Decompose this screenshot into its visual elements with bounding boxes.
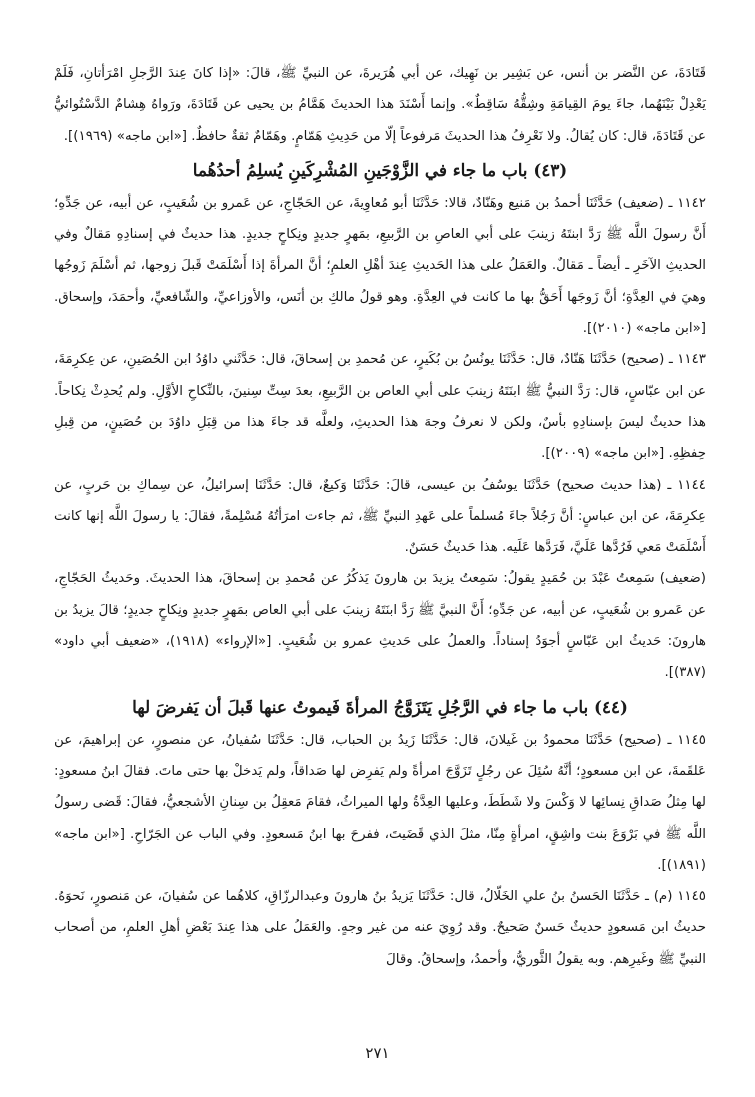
paragraph-hammam-hadith: قَتَادَةَ، عن النَّضر بن أنس، عن بَشِير بن نَهِيك، عن أبي هُرَيرةَ، عن النبيِّ ﷺ، قالَ: «إذا كانَ عِندَ الرَّجلِ امْرَأتانِ، فَلَمْ يَعْدِلْ بَيْنَهُما، جاءَ يومَ القِيامَةِ وشِقُّهُ سَاقِطٌ». وإنما أَسْنَدَ هذا الحديثَ هَمَّامُ بن يحيى عن قَتَادَةَ، ورَواهُ هِشامٌ الدَّسْتُوائيُّ عن قَتَادَةَ، قال: كان يُقالُ. ولا نَعْرِفُ هذا الحديثَ مَرفوعاً إلّا من حَدِيثِ هَمّامٍ. وهَمّامٌ ثقةٌ حافظٌ. [«ابن ماجه» (١٩٦٩)]. [54,66,706,144]
hadith-1143: ١١٤٣ ـ (صحيح) حَدَّثَنَا هَنّادٌ، قال: حَدَّثَنَا يونُسُ بن بُكَيرٍ، عن مُحمدِ بن إسحاقَ، قال: حَدَّثَني داوُدُ ابن الحُصَينِ، عن عِكرِمَةَ، عن ابن عبّاسٍ، قال: رَدَّ النبيُّ ﷺ ابنَتَهُ زينبَ على أبي العاص بن الرَّبيعِ، بعدَ سِتِّ سِنينَ، بالنِّكاحِ الأوَّلِ. ولم يُحدِثْ نِكاحاً. هذا حديثٌ ليسَ بإسنادِهِ بأسٌ، ولكن لا نعرفُ وجهَ هذا الحديثِ، ولعلَّه قد جاءَ هذا من قِبَلِ داوُدَ بن حُصَينٍ، من قِبلِ حِفظِهِ. [«ابن ماجه» (٢٠٠٩)]. [54,352,706,462]
hadith-1144-commentary: (ضعيف) سَمِعتُ عَبْدَ بن حُمَيدٍ يقولُ: سَمِعتُ يزيدَ بن هارونَ يَذكُرُ عن مُحمدِ بن إسحاقَ، هذا الحديثَ. وحَديثُ الحَجّاجِ، عن عَمرو بن شُعَيبٍ، عن أبيه، عن جَدِّهِ؛ أَنَّ النبيَّ ﷺ رَدَّ ابنَتَهُ زينبَ على أبي العاص بمَهرٍ جديدٍ ونِكاحٍ جديدٍ؛ قالَ يزيدُ بن هارونَ: حَديثُ ابن عَبّاسٍ أجوَدُ إسناداً. والعملُ على حَديثِ عمرو بن شُعَيبٍ. [«الإرواء» (١٩١٨)، «ضعيف أبي داود» (٣٨٧)]. [54,571,706,681]
page-body [54,58,706,975]
hadith-1142: ١١٤٢ ـ (ضعيف) حَدَّثَنَا أحمدُ بن مَنيع وهَنّادٌ، قالا: حَدَّثَنَا أبو مُعاوِيةَ، عن الحَجّاجِ، عن عَمرو بن شُعَيبٍ، عن أبيه، عن جَدِّهِ؛ أَنَّ رسولَ اللَّه ﷺ رَدَّ ابنتَهُ زينبَ على أبي العاصِ بن الرَّبيعِ، بمَهرٍ جديدٍ ونِكاحٍ جديدٍ. هذا حديثٌ في إسنادِهِ مَقالٌ وفي الحديثِ الآخَرِ ـ أيضاً ـ مَقالٌ. والعَمَلُ على هذا الحَديثِ عِندَ أهْلِ العلمِ؛ أنَّ المرأةَ إذا أَسْلَمَتْ قَبلَ زوجها، ثم أسْلَمَ زَوجُها وهيَ في العِدَّةِ؛ أنَّ زَوجَها أَحَقُّ بها ما كانت في العِدَّةِ. وهو قولُ مالكِ بن أنَس، والأوزاعيِّ، والشّافعيِّ، وأحمَدَ، وإسحاق. [«ابن ماجه» (٢٠١٠)]. [54,195,706,337]
hadith-1144: ١١٤٤ ـ (هذا حديث صحيح) حَدَّثَنَا يوسُفُ بن عيسى، قالَ: حَدَّثَنَا وَكيعٌ، قال: حَدَّثَنَا إسرائيلُ، عن سِماكِ بن حَربٍ، عن عِكرِمَةَ، عن ابن عباسٍ: أنَّ رَجُلاً جاءَ مُسلماً على عَهدِ النبيِّ ﷺ، ثم جاءت امرَأتُهُ مُسْلِمةً، فقالَ: يا رسولَ اللَّه إنها كانت أَسْلَمَتْ مَعي فَرُدَّها عَلَيَّ، فَرَدَّها عَلَيه. هذا حَديثٌ حَسَنٌ. [54,477,706,556]
hadith-1145-m: ١١٤٥ (م) ـ حَدَّثَنَا الحَسنُ بنُ علي الخَلّالُ، قال: حَدَّثَنَا يَزيدُ بنُ هارونَ وعبدالرزّاقِ، كلاهُما عن سُفيانَ، عن مَنصورٍ، نَحوَهُ. حديثُ ابن مَسعودٍ حديثٌ حَسنٌ صَحيحٌ. وقد رُوِيَ عنه من غير وجهٍ. والعَمَلُ على هذا عِندَ بَعْضِ أهلِ العلمِ، من أصحاب النبيِّ ﷺ وغَيرِهم. وبه يقولُ الثَّوريُّ، وأحمدُ، وإسحاقُ. وقالَ [54,889,706,967]
hadith-1145: ١١٤٥ ـ (صحيح) حَدَّثَنَا محمودُ بن غَيلانَ، قال: حَدَّثَنَا زَيدُ بن الحباب، قال: حَدَّثَنَا سُفيانُ، عن منصورٍ، عن إبراهيمَ، عن عَلقَمةَ، عن ابن مسعودٍ؛ أنَّهُ سُئِلَ عن رجُلٍ تَزَوَّجَ امرأةً ولم يَفرِض لها صَداقاً، ولم يَدخلْ بها حتى ماتَ. فقالَ ابنُ مسعودٍ: لها مِثلُ صَداقِ نِسائِها لا وَكْسَ ولا شَطَطَ، وعليها العِدَّةُ ولها الميراثُ، فقامَ مَعقِلُ بن سِنانِ الأشجعيُّ، فقالَ: قَضى رسولُ اللَّه ﷺ في بَرْوَعَ بنت واشِقٍ، امرأةٍ مِنّا، مثلَ الذي قَضَيتَ، ففرحَ بها ابنُ مَسعودٍ. وفي الباب عن الجَرّاحِ. [«ابن ماجه» (١٨٩١)]. [54,732,706,873]
chapter-heading-44: (٤٤) باب ما جاء في الرَّجُلِ يَتَزَوَّجُ المرأةَ فَيموتُ عنها قَبلَ أن يَفرضَ لها [132,696,628,717]
chapter-heading-43: (٤٣) باب ما جاء في الزَّوْجَينِ المُشْرِكَينِ يُسلِمُ أحدُهُما [192,159,568,180]
page-number: ٢٧١ [365,1044,390,1062]
